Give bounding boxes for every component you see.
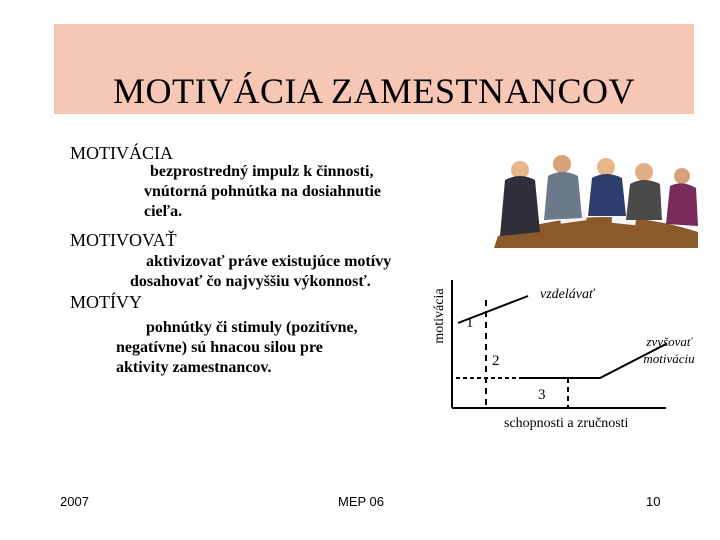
label-motivaciu: motiváciu (643, 351, 695, 366)
term-motivovat: MOTIVOVAŤ (70, 230, 177, 250)
definition-line: aktivity zamestnancov. (116, 359, 272, 376)
x-axis-label: schopnosti a zručnosti (504, 416, 629, 431)
definition-line: vnútorná pohnútka na dosiahnutie (144, 183, 381, 200)
definition-line: pohnútky či stimuly (pozitívne, (146, 319, 358, 336)
footer-year: 2007 (60, 494, 89, 509)
definition-line: dosahovať čo najvyššiu výkonnosť. (130, 273, 371, 290)
label-vzdelavat: vzdelávať (540, 287, 595, 302)
footer-page-number: 10 (646, 494, 661, 509)
footer-course: MEP 06 (338, 494, 385, 509)
definition-line: aktivizovať práve existujúce motívy (146, 253, 392, 270)
definition-line: cieľa. (144, 203, 183, 220)
label-zvysovat: zvyšovať (646, 334, 692, 349)
definition-line: bezprostredný impulz k činnosti, (150, 163, 374, 180)
slide-title: MOTIVÁCIA ZAMESTNANCOV (113, 71, 635, 111)
term-motivacia: MOTIVÁCIA (70, 143, 173, 163)
y-axis-label: motivácia (432, 288, 447, 344)
definition-line: negatívne) sú hnacou silou pre (116, 339, 323, 356)
marker-2: 2 (492, 353, 500, 369)
meeting-illustration (494, 150, 698, 248)
term-motivy: MOTÍVY (70, 292, 142, 312)
marker-3: 3 (538, 387, 546, 403)
marker-1: 1 (466, 315, 474, 331)
